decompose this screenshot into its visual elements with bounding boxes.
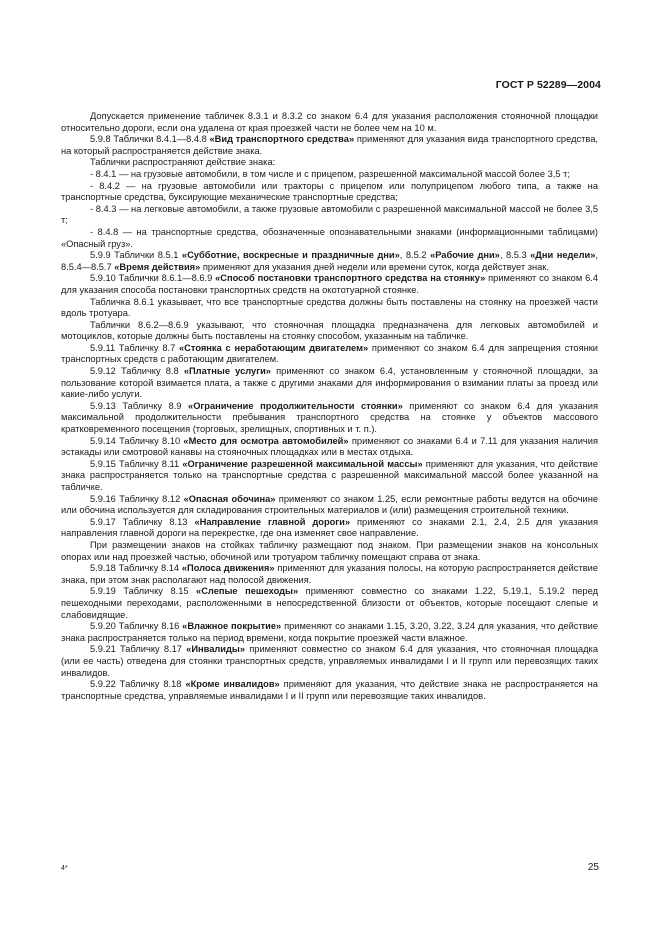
paragraph-text: - 8.4.2 — на грузовые автомобили или тракторы с прицепом или полуприцепом любого типа, а также на транспортные средства, буксирующие механические транспортные средства;	[61, 180, 598, 203]
paragraph-text: , 8.5.2	[399, 250, 431, 261]
document-body	[61, 111, 598, 702]
paragraph	[61, 366, 598, 401]
sign-name: «Инвалиды»	[186, 644, 246, 655]
paragraph-text: 5.9.10 Таблички 8.6.1—8.6.9	[90, 273, 216, 284]
paragraph-text: применяют со знаком 6.4 для запрещения стоянки транспортных средств с работающим двигателем.	[61, 342, 598, 365]
paragraph-text: - 8.4.3 — на легковые автомобили, а также грузовые автомобили с разрешенной максимальной массой не более 3,5 т;	[61, 203, 598, 226]
paragraph	[61, 586, 598, 621]
sign-name: «Направление главной дороги»	[194, 516, 351, 527]
sign-name: «Рабочие дни»	[430, 250, 500, 261]
standard-header: ГОСТ Р 52289—2004	[495, 79, 601, 91]
paragraph-text: Табличка 8.6.1 указывает, что все транспортные средства должны быть поставлены на стоянку на проезжей части вдоль тротуара.	[61, 296, 598, 319]
paragraph-text: 5.9.21 Табличку 8.17	[90, 644, 187, 655]
paragraph-text: применяют для указания дней недели или времени суток, когда действует знак.	[200, 261, 549, 272]
paragraph-text: - 8.4.8 — на транспортные средства, обозначенные опознавательными знаками (информационными таблицами) «Опасный груз».	[61, 226, 598, 249]
sign-name: «Стоянка с неработающим двигателем»	[179, 342, 369, 353]
paragraph-text: применяют совместно со знаком 6.4 для указания, что стояночная площадка (или ее часть) отведена для стоянки транспортных средств, управляемых инвалидами I и II групп или перевозящих таких инвалидов.	[61, 644, 599, 678]
paragraph	[61, 540, 598, 563]
paragraph-text: 5.9.19 Табличку 8.15	[90, 586, 197, 597]
sheet-signature: 4*	[61, 865, 68, 872]
paragraph	[61, 320, 598, 343]
paragraph-text: применяют для указания, что действие знака распространяется только на транспортные средства с разрешенной максимальной массой более указанной на табличке.	[61, 458, 598, 492]
paragraph-text: Таблички распространяют действие знака:	[90, 157, 276, 168]
paragraph-text: 5.9.13 Табличку 8.9	[90, 400, 189, 411]
paragraph-text: применяют со знаками 6.4 и 7.11 для указания наличия эстакады или смотровой канавы на стояночных площадках или в местах отдыха.	[61, 435, 598, 458]
sign-name: «Ограничение разрешенной максимальной массы»	[182, 458, 423, 469]
paragraph-text: применяют со знаком 6.4 для указания способа постановки транспортных средств на окототуарной стоянке.	[61, 273, 598, 295]
paragraph-text: применяют со знаками 2.1, 2.4, 2.5 для указания направления главной дороги на перекрестке, где она изменяет свое направление.	[61, 516, 598, 539]
paragraph	[61, 157, 598, 169]
sign-name: «Дни недели»	[530, 250, 596, 261]
paragraph	[61, 644, 598, 679]
paragraph	[61, 459, 598, 494]
list-item	[61, 169, 598, 181]
paragraph-text: применяют со знаками 1.15, 3.20, 3.22, 3.24 для указания, что действие знака распространяется только на период времени, когда покрытие проезжей части влажное.	[61, 621, 598, 643]
sign-name: «Время действия»	[114, 261, 201, 272]
paragraph-text: 5.9.15 Табличку 8.11	[90, 458, 183, 469]
paragraph-text: 5.9.14 Табличку 8.10	[90, 435, 184, 446]
paragraph-text: Таблички 8.6.2—8.6.9 указывают, что стояночная площадка предназначена для легковых автомобилей и мотоциклов, которые должны быть поставлены на стоянку способом, указанным на табличке.	[61, 319, 598, 342]
paragraph	[61, 134, 598, 157]
list-item	[61, 181, 598, 204]
paragraph-text: 5.9.12 Табличку 8.8	[90, 366, 184, 377]
paragraph	[61, 250, 598, 273]
paragraph-text: 5.9.9 Таблички 8.5.1	[90, 250, 182, 261]
sign-name: «Субботние, воскресные и праздничные дни»	[181, 250, 400, 261]
sign-name: «Полоса движения»	[181, 563, 275, 574]
paragraph-text: применяют для указания полосы, на которую распространяется действие знака, при этом знак располагают над полосой движения.	[61, 563, 599, 585]
paragraph	[61, 297, 598, 320]
sign-name: «Опасная обочина»	[183, 493, 276, 504]
paragraph	[61, 401, 598, 436]
list-item	[61, 204, 598, 227]
paragraph-text: , 8.5.4—8.5.7	[61, 250, 598, 272]
sign-name: «Ограничение продолжительности стоянки»	[188, 400, 403, 411]
paragraph	[61, 436, 598, 459]
paragraph	[61, 494, 598, 517]
paragraph-text: применяют со знаком 1.25, если ремонтные работы ведутся на обочине или обочина используется для складирования строительных материалов и (или) размещения строительной техники.	[61, 493, 599, 516]
paragraph-text: 5.9.22 Табличку 8.18	[90, 679, 186, 690]
sign-name: «Платные услуги»	[183, 366, 271, 377]
paragraph-text: применяют со знаком 6.4, установленным у стояночной площадки, за пользование которой взимается плата, а также с другими знаками для информирования о взимании платы за проезд или какие-либо услуги.	[61, 366, 598, 400]
paragraph-text: 5.9.17 Табличку 8.13	[90, 516, 195, 527]
paragraph-text: применяют совместно со знаками 1.22, 5.19.1, 5.19.2 перед пешеходными переходами, расположенными в непосредственной близости от объектов, которые посещают слепые и слабовидящие.	[61, 586, 598, 620]
paragraph-text: - 8.4.1 — на грузовые автомобили, в том числе и с прицепом, разрешенной максимальной массой более 3,5 т;	[90, 168, 570, 179]
page-number: 25	[587, 862, 599, 873]
sign-name: «Слепые пешеходы»	[196, 586, 299, 597]
paragraph-text: 5.9.8 Таблички 8.4.1—8.4.8	[90, 134, 210, 145]
sign-name: «Способ постановки транспортного средства на стоянку»	[215, 273, 486, 284]
paragraph	[61, 111, 598, 134]
paragraph	[61, 517, 598, 540]
paragraph-text: Допускается применение табличек 8.3.1 и 8.3.2 со знаком 6.4 для указания расположения стояночной площадки относительно дороги, если она удалена от края проезжей части не более чем на 10 м.	[61, 111, 598, 133]
paragraph-text: , 8.5.3	[499, 250, 531, 261]
paragraph-text: 5.9.18 Табличку 8.14	[90, 563, 182, 574]
sign-name: «Влажное покрытие»	[182, 621, 282, 632]
paragraph	[61, 679, 598, 702]
sign-name: «Вид транспортного средства»	[209, 134, 355, 145]
paragraph-text: 5.9.11 Табличку 8.7	[90, 342, 180, 353]
paragraph	[61, 621, 598, 644]
sign-name: «Место для осмотра автомобилей»	[183, 435, 349, 446]
paragraph	[61, 343, 598, 366]
paragraph-text: применяют для указания, что действие знака не распространяется на транспортные средства, управляемые инвалидами I и II групп или перевозящие таких инвалидов.	[61, 679, 598, 701]
sign-name: «Кроме инвалидов»	[185, 679, 280, 690]
paragraph	[61, 273, 598, 296]
paragraph-text: 5.9.20 Табличку 8.16	[90, 621, 183, 632]
paragraph-text: 5.9.16 Табличку 8.12	[90, 493, 184, 504]
paragraph-text: применяют со знаком 6.4 для указания максимальной продолжительности пребывания транспортного средства на стоянке у объектов массового кратковременного посещения (торговых, зрелищных, спортивных и т. п.).	[61, 400, 598, 435]
paragraph-text: применяют для указания вида транспортного средства, на который распространяется действие знака.	[61, 134, 598, 156]
paragraph-text: При размещении знаков на стойках табличку размещают под знаком. При размещении знаков на консольных опорах или над проезжей частью, обочиной или тротуаром табличку помещают справа от знака.	[61, 539, 598, 562]
list-item	[61, 227, 598, 250]
paragraph	[61, 563, 598, 586]
